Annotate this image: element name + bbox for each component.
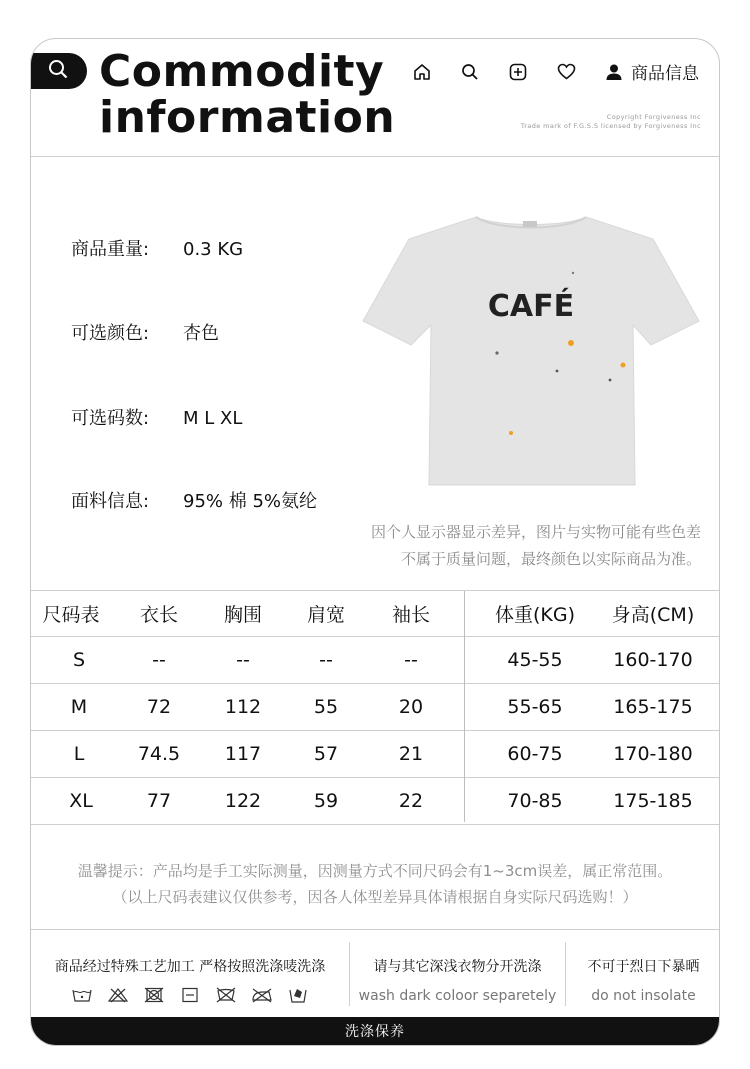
table-cell: 72 [146, 696, 172, 718]
copyright-text [521, 113, 701, 131]
spec-value: 杏色 [183, 323, 219, 344]
care-icons [31, 986, 349, 1004]
spec-value: M L XL [183, 408, 243, 429]
copyright-line-2: Trade mark of F.G.S.S licensed by Forgiveness Inc [520, 122, 701, 130]
copyright-line-1: Copyright Forgiveness Inc [606, 113, 701, 121]
table-cell: M [70, 696, 88, 718]
table-cell: 175-185 [613, 790, 693, 812]
table-cell: 59 [313, 790, 339, 812]
wash-icon [71, 986, 93, 1004]
product-section [31, 157, 719, 591]
no-tumble-dry-icon [143, 986, 165, 1004]
top-nav [398, 59, 699, 84]
care-separate-cn: 请与其它深浅衣物分开洗涤 [373, 959, 542, 975]
table-cell: S [72, 649, 86, 671]
spec-label: 面料信息: [71, 491, 150, 512]
table-divider [464, 591, 465, 822]
table-header: 身高(CM) [611, 604, 695, 626]
table-header: 体重(KG) [494, 604, 575, 626]
spec-color [71, 319, 219, 345]
search-icon[interactable] [459, 61, 481, 83]
table-cell: 160-170 [613, 649, 693, 671]
care-no-sun [566, 930, 720, 1018]
title-line-1: Commodity [99, 46, 385, 97]
care-footer-label: 洗涤保养 [345, 1024, 405, 1040]
dry-flat-icon [179, 986, 201, 1004]
plus-square-icon[interactable] [507, 61, 529, 83]
table-cell: XL [69, 790, 93, 812]
table-cell: L [73, 743, 85, 765]
table-row [31, 778, 719, 825]
table-header: 胸围 [223, 604, 262, 626]
table-cell: 21 [398, 743, 424, 765]
table-header: 袖长 [391, 604, 430, 626]
table-cell: 165-175 [613, 696, 693, 718]
table-cell: 55 [313, 696, 339, 718]
shirt-print-text: CAFÉ [487, 289, 575, 324]
table-cell: 57 [313, 743, 339, 765]
table-cell: 112 [224, 696, 262, 718]
no-bleach-icon [107, 986, 129, 1004]
table-cell: 55-65 [507, 696, 563, 718]
dry-clean-icon [287, 986, 309, 1004]
care-separate-en: wash dark coloor separetely [358, 988, 557, 1004]
user-icon[interactable] [603, 61, 625, 83]
spec-value: 95% 棉 5%氨纶 [183, 491, 318, 512]
size-table [31, 591, 719, 825]
table-cell: -- [236, 649, 250, 671]
page-title [99, 46, 396, 143]
tshirt-image [361, 213, 701, 487]
header [31, 39, 719, 157]
nav-commodity-info[interactable]: 商品信息 [631, 64, 699, 84]
table-cell: -- [152, 649, 166, 671]
care-no-sun-cn: 不可于烈日下暴晒 [587, 959, 700, 975]
home-icon[interactable] [411, 61, 433, 83]
tip-line-2: （以上尺码表建议仅供参考，因各人体型差异具体请根据自身实际尺码选购！） [112, 888, 638, 906]
spec-label: 可选颜色: [71, 323, 150, 344]
table-cell: 117 [224, 743, 262, 765]
spec-value: 0.3 KG [183, 239, 244, 260]
disclaimer-line-2: 不属于质量问题，最终颜色以实际商品为准。 [400, 550, 701, 568]
tip-line-1: 温馨提示：产品均是手工实际测量，因测量方式不同尺码会有1~3cm误差，属正常范围。 [77, 862, 673, 880]
spec-fabric [71, 487, 317, 513]
search-icon [48, 59, 68, 83]
no-wring-icon [215, 986, 237, 1004]
table-cell: 74.5 [137, 743, 181, 765]
title-line-2: information [99, 92, 396, 143]
search-button[interactable] [30, 53, 87, 89]
table-row [31, 684, 719, 731]
table-cell: 20 [398, 696, 424, 718]
spec-sizes [71, 404, 242, 430]
heart-icon[interactable] [555, 61, 577, 83]
disclaimer-line-1: 因个人显示器显示差异，图片与实物可能有些色差 [370, 523, 701, 541]
care-footer-bar [31, 1017, 719, 1045]
table-row [31, 731, 719, 778]
care-section [31, 930, 719, 1018]
care-no-sun-en: do not insolate [591, 988, 696, 1004]
table-cell: 77 [146, 790, 172, 812]
table-cell: 170-180 [613, 743, 693, 765]
spec-label: 可选码数: [71, 408, 150, 429]
care-separate-wash [350, 930, 565, 1018]
table-header-row [31, 591, 719, 637]
table-cell: 122 [224, 790, 262, 812]
spec-weight [71, 235, 243, 261]
table-cell: -- [404, 649, 418, 671]
care-text: 商品经过特殊工艺加工 严格按照洗涤唛洗涤 [54, 959, 326, 975]
table-cell: 70-85 [507, 790, 563, 812]
color-disclaimer [371, 519, 701, 573]
table-header: 尺码表 [42, 604, 100, 626]
table-header: 肩宽 [306, 604, 345, 626]
table-header: 衣长 [139, 604, 178, 626]
no-iron-icon [251, 986, 273, 1004]
care-instructions [31, 930, 349, 1018]
table-cell: -- [319, 649, 333, 671]
commodity-card [30, 38, 720, 1046]
spec-label: 商品重量: [71, 239, 150, 260]
table-row [31, 637, 719, 684]
table-cell: 60-75 [507, 743, 563, 765]
table-cell: 45-55 [507, 649, 563, 671]
table-cell: 22 [398, 790, 424, 812]
measurement-tip [31, 822, 719, 930]
